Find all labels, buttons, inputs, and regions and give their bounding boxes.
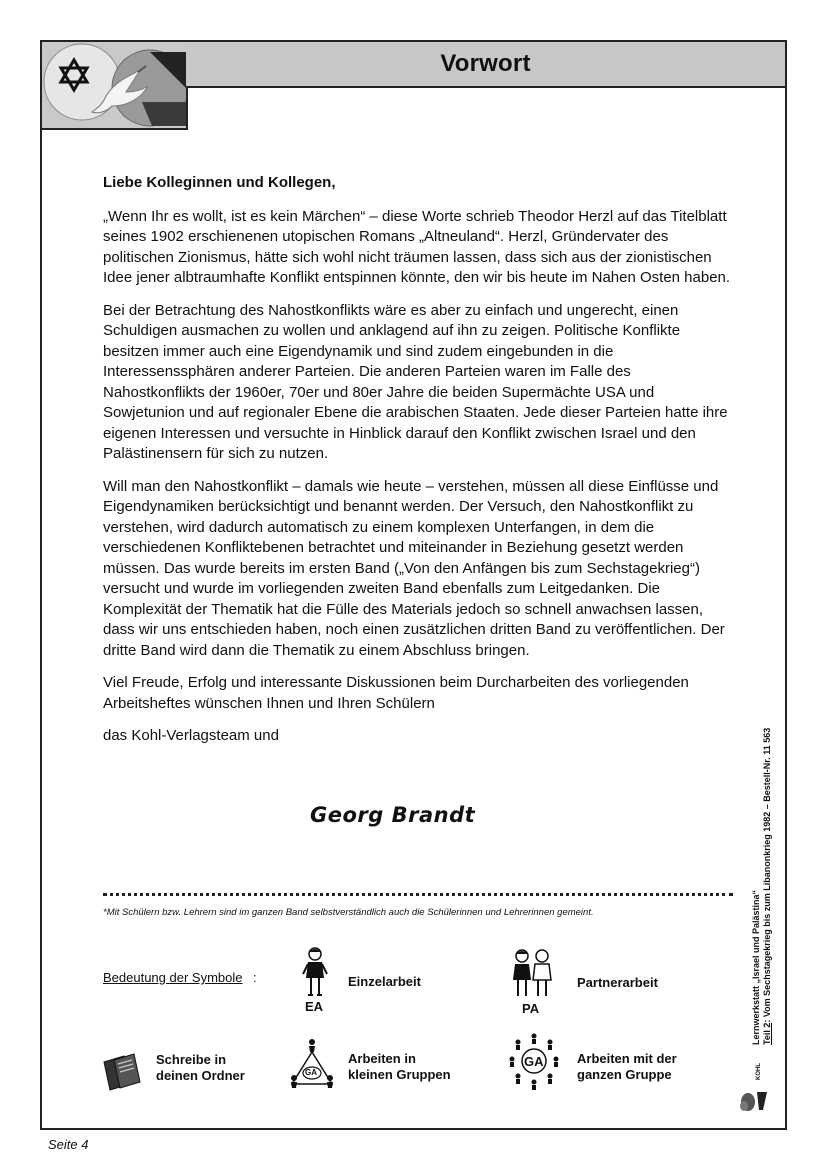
header-logo (40, 40, 188, 130)
partner-icon (510, 948, 554, 1000)
page-number: Seite 4 (48, 1137, 89, 1152)
paragraph-1: „Wenn Ihr es wollt, ist es kein Märchen“ – diese Worte schrieb Theodor Herzl auf das Titelblatt seines 1902 erschienenen utopischen Romans „Altneuland“. Herzl, Gründervater des politischen Zionismus, hätte sich wohl nicht träumen lassen, dass sich aus der zionistischen Idee jener albtraumhafte Konflikt entspinnen könnte, den wir bis heute im Nahen Osten haben. (103, 207, 731, 286)
ganze-gruppe-line2: ganzen Gruppe (577, 1067, 672, 1082)
partnerarbeit-label: Partnerarbeit (577, 975, 658, 990)
ea-tag: EA (305, 999, 324, 1014)
ga-small-tag: GA (305, 1068, 317, 1077)
page-title: Vorwort (440, 50, 531, 77)
ganze-gruppe-line1: Arbeiten mit der (577, 1051, 677, 1066)
ordner-label-line1: Schreibe in (156, 1052, 227, 1067)
side-line-2-rest: : Vom Sechstagekrieg bis zum Libanonkrieg 1982 – Bestell-Nr. 11 563 (762, 727, 772, 1023)
side-line-1: Lernwerkstatt „Israel und Palästina“ (751, 889, 761, 1045)
legend-title: Bedeutung der Symbole (103, 970, 243, 985)
publisher-logo-icon (739, 1088, 769, 1114)
legend-colon: : (253, 970, 257, 985)
side-imprint (751, 675, 773, 1045)
folder-binder-icon (100, 1052, 144, 1092)
ordner-label (156, 1052, 245, 1084)
einzelarbeit-label: Einzelarbeit (348, 974, 421, 989)
ordner-label-line2: deinen Ordner (156, 1068, 245, 1083)
signature: Georg Brandt (310, 803, 476, 827)
publisher-logo-text: KOHL (756, 1063, 762, 1080)
single-person-icon (302, 946, 328, 998)
footnote: *Mit Schülern bzw. Lehrern sind im ganzen Band selbstverständlich auch die Schülerinnen und Lehrerinnen gemeint. (103, 907, 594, 918)
kleine-gruppen-line2: kleinen Gruppen (348, 1067, 451, 1082)
paragraph-3: Will man den Nahostkonflikt – damals wie heute – verstehen, müssen all diese Einflüsse und Eigendynamiken berücksichtigt und benannt werden. Der Versuch, den Nahostkonflikt zu verstehen, wird dadurch automatisch zu einem komplexen Unterfangen, in dem die verschiedenen Konfliktebenen betrachtet und miteinander in Beziehung gesetzt werden müssen. Das wurde bereits im ersten Band („Von den Anfängen bis zum Sechstagekrieg“) versucht und wurde im vorliegenden zweiten Band ebenfalls zum Leitgedanken. Die Komplexität der Thematik hat die Fülle des Materials jedoch so schnell anwachsen lassen, dass wir uns entschieden haben, noch einen zusätzlichen dritten Band zu veröffentlichen. Der dritte Band wird dann die Thematik zu einem Abschluss bringen. (103, 477, 725, 659)
side-line-2 (762, 675, 773, 1045)
pa-tag: PA (522, 1001, 540, 1016)
paragraph-2: Bei der Betrachtung des Nahostkonflikts wäre es aber zu einfach und ungerecht, einen Schuldigen ausmachen zu wollen und anklagend auf ihn zu zeigen. Politische Konflikte besitzen immer auch eine Eigendynamik und sind zudem eingebunden in die Interessenssphären anderer Parteien. Die anderen Parteien waren im Falle des Nahostkonflikts der 1960er, 70er und 80er Jahre die beiden Supermächte USA und Sowjetunion und auf regionaler Ebene die arabischen Staaten. Jede dieser Parteien hatte ihre eigenen Interessen und versuchte in Hinblick darauf den Konflikt zwischen Israel und den Palästinensern für sich zu nutzen. (103, 301, 728, 462)
dove-emblem-icon (42, 42, 188, 130)
closing-line: das Kohl-Verlagsteam und (103, 727, 279, 744)
ganze-gruppe-label (577, 1051, 677, 1083)
header-bar (186, 40, 787, 88)
kleine-gruppen-label (348, 1051, 451, 1083)
side-part-label: Teil 2 (762, 1022, 772, 1045)
ga-whole-tag: GA (524, 1054, 544, 1069)
small-group-icon (288, 1036, 336, 1092)
dotted-divider (103, 882, 733, 896)
kleine-gruppen-line1: Arbeiten in (348, 1051, 416, 1066)
foreword-text (103, 173, 733, 747)
greeting: Liebe Kolleginnen und Kollegen, (103, 174, 336, 191)
paragraph-4: Viel Freude, Erfolg und interessante Diskussionen beim Durcharbeiten des vorliegenden Arbeitsheftes wünschen Ihnen und Ihren Schülern (103, 674, 689, 712)
